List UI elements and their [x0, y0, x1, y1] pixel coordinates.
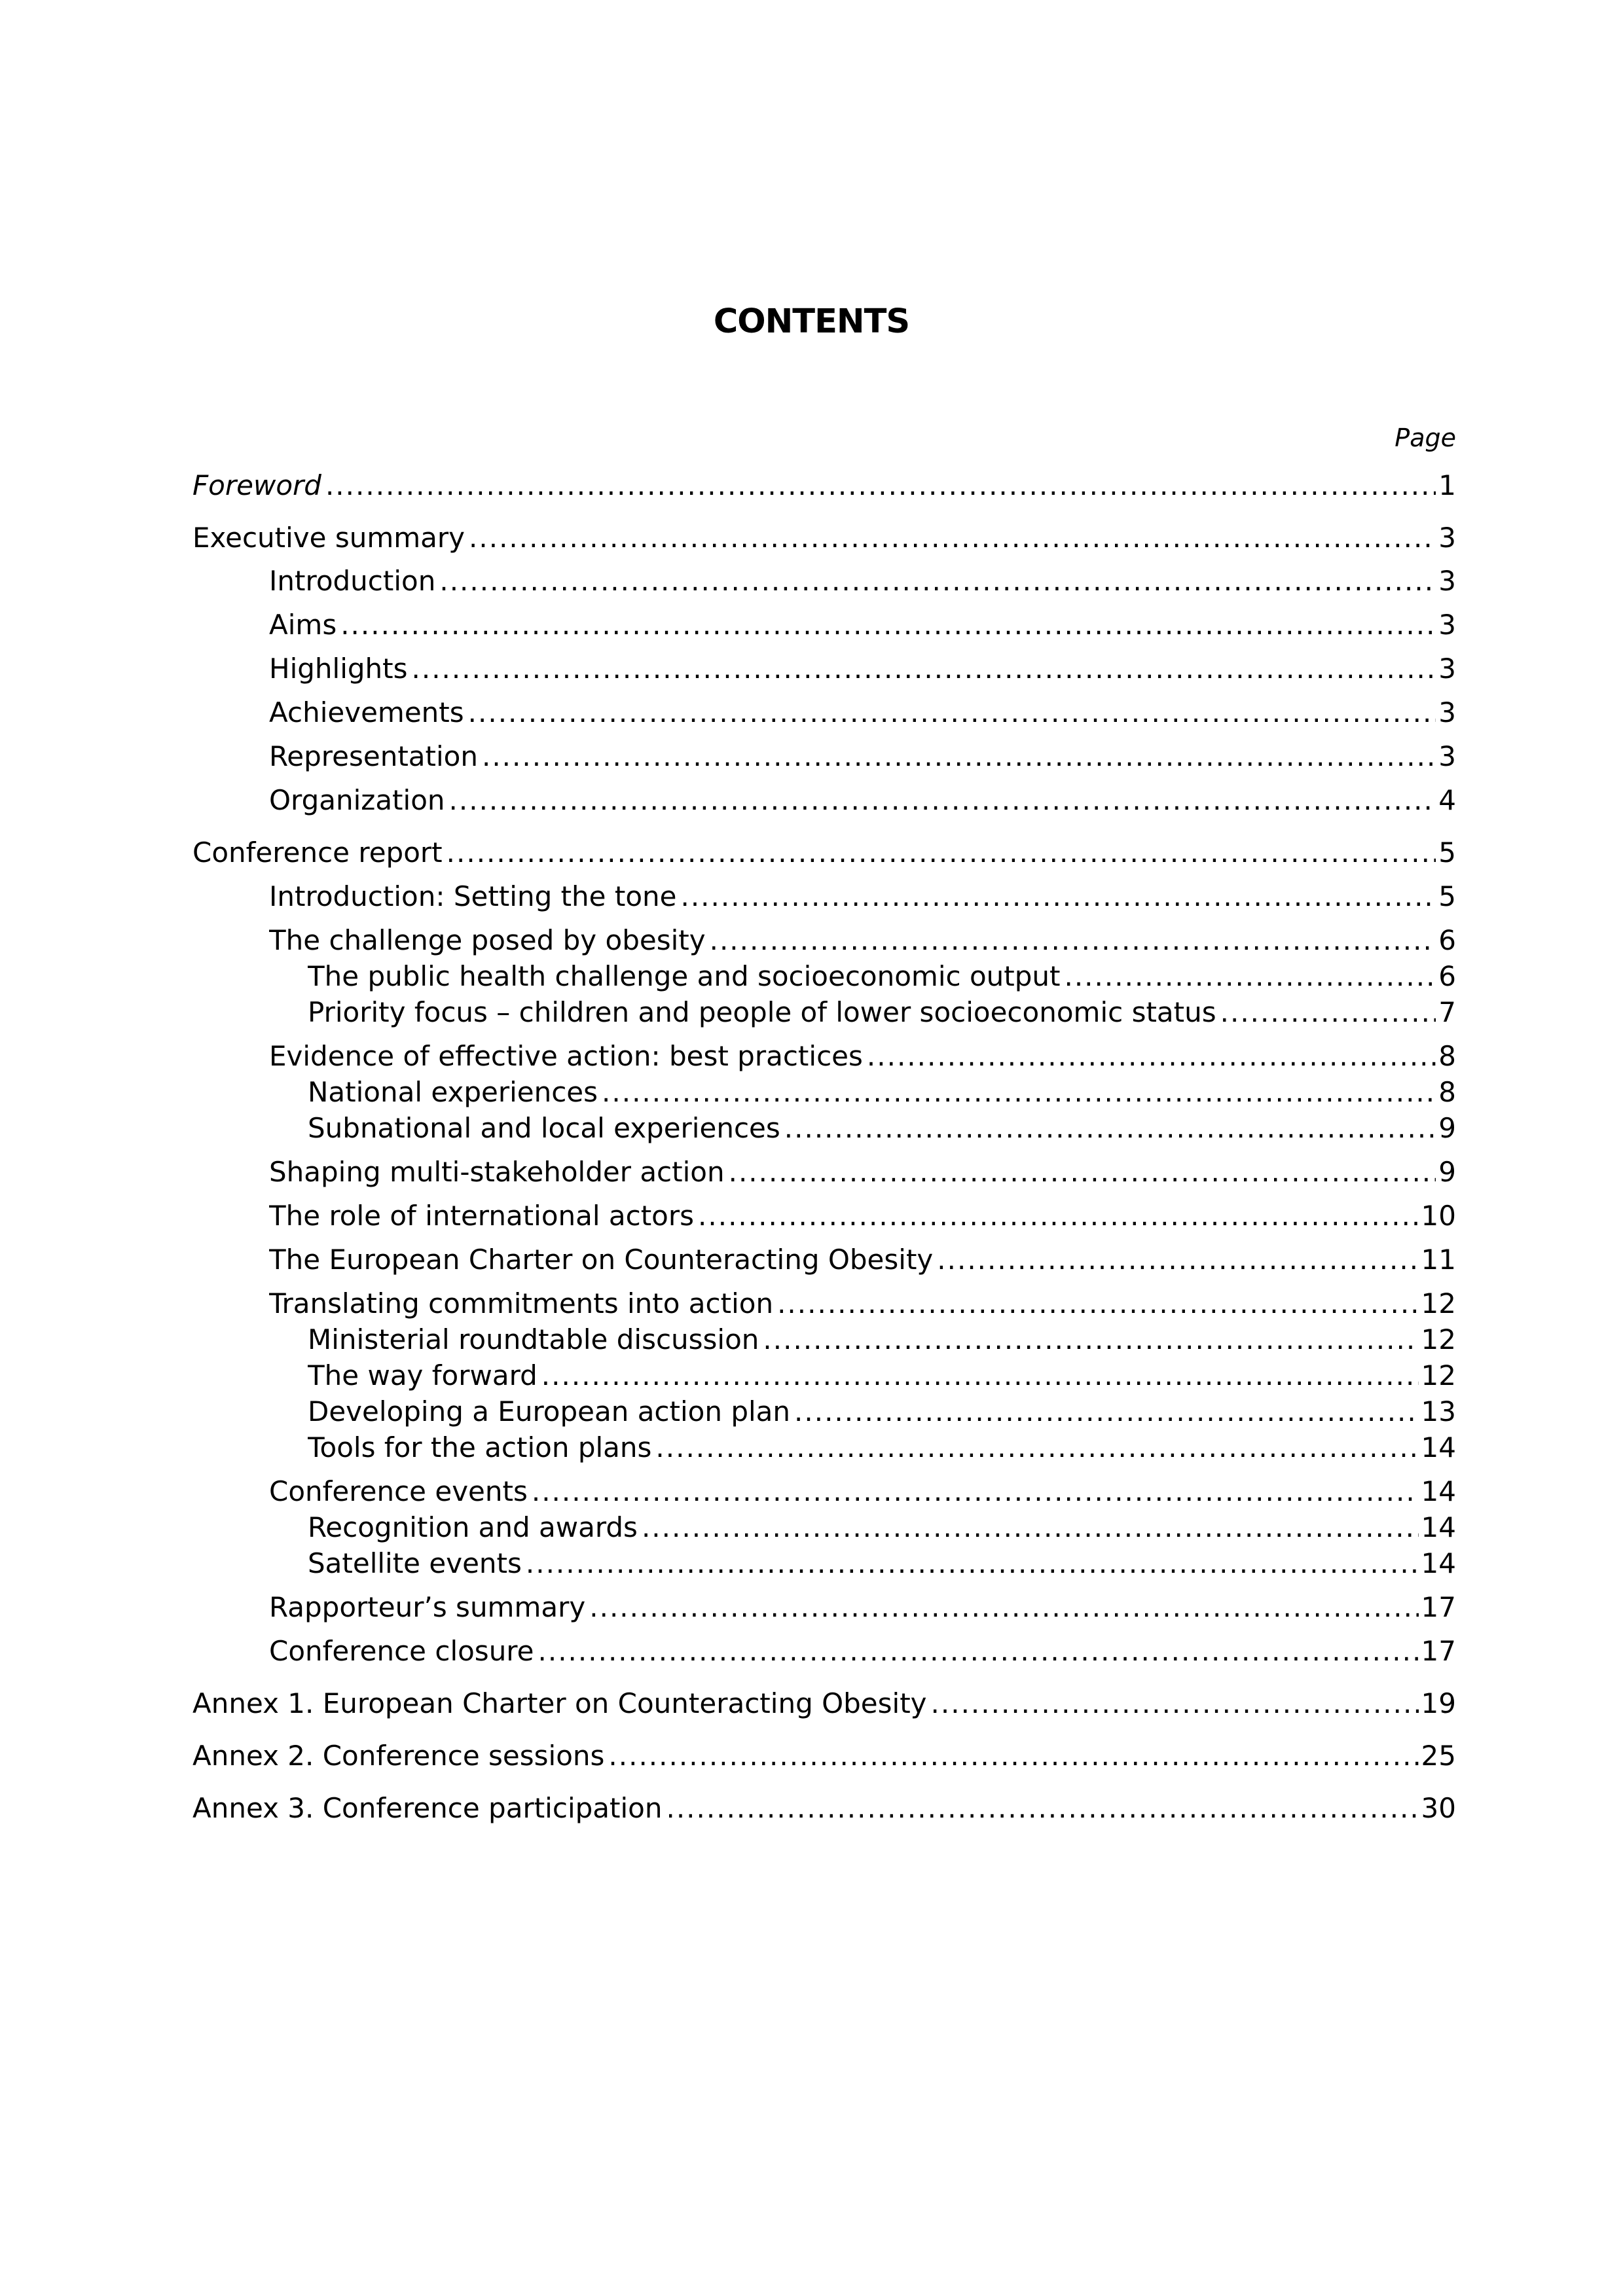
toc-entry-page: 19 [1421, 1687, 1456, 1719]
page-column-label: Page [1395, 423, 1456, 452]
toc-leader [449, 784, 1436, 817]
toc-entry-label: Aims [269, 609, 337, 641]
toc-entry-page: 17 [1421, 1635, 1456, 1667]
toc-entry-page: 4 [1438, 784, 1456, 816]
toc-entry-challenge-obesity[interactable] [269, 924, 1456, 957]
toc-entry-page: 3 [1438, 609, 1456, 641]
toc-leader [777, 1287, 1418, 1320]
toc-entry-label: Achievements [269, 696, 464, 728]
toc-entry-national-experiences[interactable] [308, 1076, 1456, 1109]
toc-leader [439, 565, 1436, 598]
toc-entry-page: 12 [1421, 1359, 1456, 1391]
toc-entry-page: 30 [1421, 1792, 1456, 1824]
toc-leader [608, 1740, 1418, 1772]
toc-leader [937, 1244, 1418, 1276]
toc-entry-achievements[interactable] [269, 696, 1456, 729]
toc-entry-european-action-plan[interactable] [308, 1395, 1456, 1428]
toc-entry-label: Organization [269, 784, 445, 816]
toc-entry-translating-commitments[interactable] [269, 1287, 1456, 1320]
toc-entry-page: 11 [1421, 1244, 1456, 1276]
toc-entry-satellite-events[interactable] [308, 1547, 1456, 1580]
toc-entry-label: The way forward [308, 1359, 538, 1391]
toc-entry-page: 3 [1438, 565, 1456, 597]
toc-entry-page: 14 [1421, 1475, 1456, 1507]
toc-entry-page: 3 [1438, 653, 1456, 685]
toc-entry-annex-2[interactable] [192, 1740, 1456, 1772]
toc-entry-introduction[interactable] [269, 565, 1456, 598]
toc-entry-page: 5 [1438, 836, 1456, 869]
toc-leader [482, 740, 1436, 773]
toc-leader [541, 1359, 1419, 1392]
toc-entry-label: Representation [269, 740, 478, 772]
toc-leader [412, 653, 1436, 685]
toc-entry-label: Introduction: Setting the tone [269, 880, 677, 912]
toc-leader [794, 1395, 1419, 1428]
toc-entry-label: Translating commitments into action [269, 1287, 774, 1319]
toc-entry-label: Subnational and local experiences [308, 1112, 780, 1144]
toc-entry-label: Evidence of effective action: best practices [269, 1040, 863, 1072]
toc-leader [655, 1431, 1418, 1464]
toc-entry-representation[interactable] [269, 740, 1456, 773]
toc-entry-page: 10 [1421, 1200, 1456, 1232]
toc-entry-page: 14 [1421, 1431, 1456, 1463]
toc-entry-label: Annex 1. European Charter on Counteracting Obesity [192, 1687, 927, 1719]
toc-entry-ministerial-roundtable[interactable] [308, 1323, 1456, 1356]
toc-leader [526, 1547, 1419, 1580]
toc-entry-public-health-challenge[interactable] [308, 960, 1456, 993]
toc-entry-page: 14 [1421, 1547, 1456, 1579]
toc-entry-page: 3 [1438, 740, 1456, 772]
toc-entry-way-forward[interactable] [308, 1359, 1456, 1392]
toc-leader [469, 522, 1436, 554]
page-title: CONTENTS [713, 302, 910, 341]
toc-leader [1220, 996, 1436, 1029]
toc-entry-page: 9 [1438, 1112, 1456, 1144]
toc-entry-aims[interactable] [269, 609, 1456, 641]
toc-entry-label: Highlights [269, 653, 408, 685]
toc-entry-label: Introduction [269, 565, 436, 597]
toc-entry-highlights[interactable] [269, 653, 1456, 685]
toc-leader [538, 1635, 1419, 1668]
toc-leader [642, 1511, 1419, 1544]
toc-entry-label: Shaping multi-stakeholder action [269, 1156, 725, 1188]
toc-entry-label: Foreword [192, 469, 321, 501]
toc-entry-label: Priority focus – children and people of lower socioeconomic status [308, 996, 1216, 1028]
toc-entry-label: The European Charter on Counteracting Obesity [269, 1244, 934, 1276]
toc-leader [1064, 960, 1436, 993]
toc-entry-label: Conference report [192, 836, 443, 869]
toc-entry-multi-stakeholder-action[interactable] [269, 1156, 1456, 1189]
toc-leader [447, 836, 1436, 869]
toc-entry-label: Executive summary [192, 522, 465, 554]
toc-entry-page: 25 [1421, 1740, 1456, 1772]
toc-entry-page: 6 [1438, 960, 1456, 992]
toc-entry-label: Conference closure [269, 1635, 534, 1667]
toc-entry-organization[interactable] [269, 784, 1456, 817]
toc-entry-page: 1 [1438, 469, 1456, 501]
toc-entry-label: Annex 3. Conference participation [192, 1792, 663, 1824]
toc-leader [698, 1200, 1419, 1232]
toc-entry-label: Satellite events [308, 1547, 522, 1579]
toc-entry-page: 5 [1438, 880, 1456, 912]
toc-entry-international-actors[interactable] [269, 1200, 1456, 1232]
toc-entry-page: 7 [1438, 996, 1456, 1028]
toc-leader [680, 880, 1436, 913]
toc-entry-setting-the-tone[interactable] [269, 880, 1456, 913]
toc-entry-foreword[interactable] [192, 469, 1456, 502]
toc-entry-label: Rapporteur’s summary [269, 1591, 586, 1623]
toc-entry-page: 14 [1421, 1511, 1456, 1543]
toc-entry-conference-report[interactable] [192, 836, 1456, 869]
toc-entry-page: 6 [1438, 924, 1456, 956]
toc-leader [340, 609, 1436, 641]
toc-entry-page: 12 [1421, 1323, 1456, 1355]
toc-entry-label: Conference events [269, 1475, 528, 1507]
toc-leader [784, 1112, 1436, 1145]
toc-entry-page: 8 [1438, 1040, 1456, 1072]
toc-entry-label: The role of international actors [269, 1200, 695, 1232]
toc-entry-label: The challenge posed by obesity [269, 924, 706, 956]
toc-entry-label: Ministerial roundtable discussion [308, 1323, 759, 1355]
toc-leader [729, 1156, 1436, 1189]
toc-leader [602, 1076, 1436, 1109]
toc-leader [867, 1040, 1436, 1073]
toc-entry-european-charter[interactable] [269, 1244, 1456, 1276]
toc-entry-page: 13 [1421, 1395, 1456, 1427]
toc-leader [710, 924, 1436, 957]
toc-entry-label: Annex 2. Conference sessions [192, 1740, 605, 1772]
toc-entry-page: 17 [1421, 1591, 1456, 1623]
toc-entry-executive-summary[interactable] [192, 522, 1456, 554]
toc-entry-tools-action-plans[interactable] [308, 1431, 1456, 1464]
toc-entry-label: The public health challenge and socioeconomic output [308, 960, 1061, 992]
toc-entry-evidence-effective-action[interactable] [269, 1040, 1456, 1073]
toc-entry-priority-focus[interactable] [308, 996, 1456, 1029]
toc-entry-page: 3 [1438, 522, 1456, 554]
toc-leader [532, 1475, 1419, 1508]
toc-entry-annex-3[interactable] [192, 1792, 1456, 1825]
toc-entry-page: 12 [1421, 1287, 1456, 1319]
toc-entry-rapporteurs-summary[interactable] [269, 1591, 1456, 1624]
toc-entry-label: National experiences [308, 1076, 598, 1108]
toc-entry-label: Tools for the action plans [308, 1431, 652, 1463]
toc-entry-page: 9 [1438, 1156, 1456, 1188]
toc-entry-recognition-awards[interactable] [308, 1511, 1456, 1544]
toc-leader [468, 696, 1436, 729]
toc-entry-subnational-experiences[interactable] [308, 1112, 1456, 1145]
toc-leader [763, 1323, 1418, 1356]
toc-leader [325, 469, 1436, 502]
toc-entry-annex-1[interactable] [192, 1687, 1456, 1720]
toc-entry-page: 3 [1438, 696, 1456, 728]
toc-entry-label: Recognition and awards [308, 1511, 638, 1543]
toc-leader [666, 1792, 1418, 1825]
toc-leader [589, 1591, 1418, 1624]
toc-entry-page: 8 [1438, 1076, 1456, 1108]
toc-entry-conference-events[interactable] [269, 1475, 1456, 1508]
toc-entry-label: Developing a European action plan [308, 1395, 791, 1427]
toc-leader [931, 1687, 1419, 1720]
toc-entry-conference-closure[interactable] [269, 1635, 1456, 1668]
